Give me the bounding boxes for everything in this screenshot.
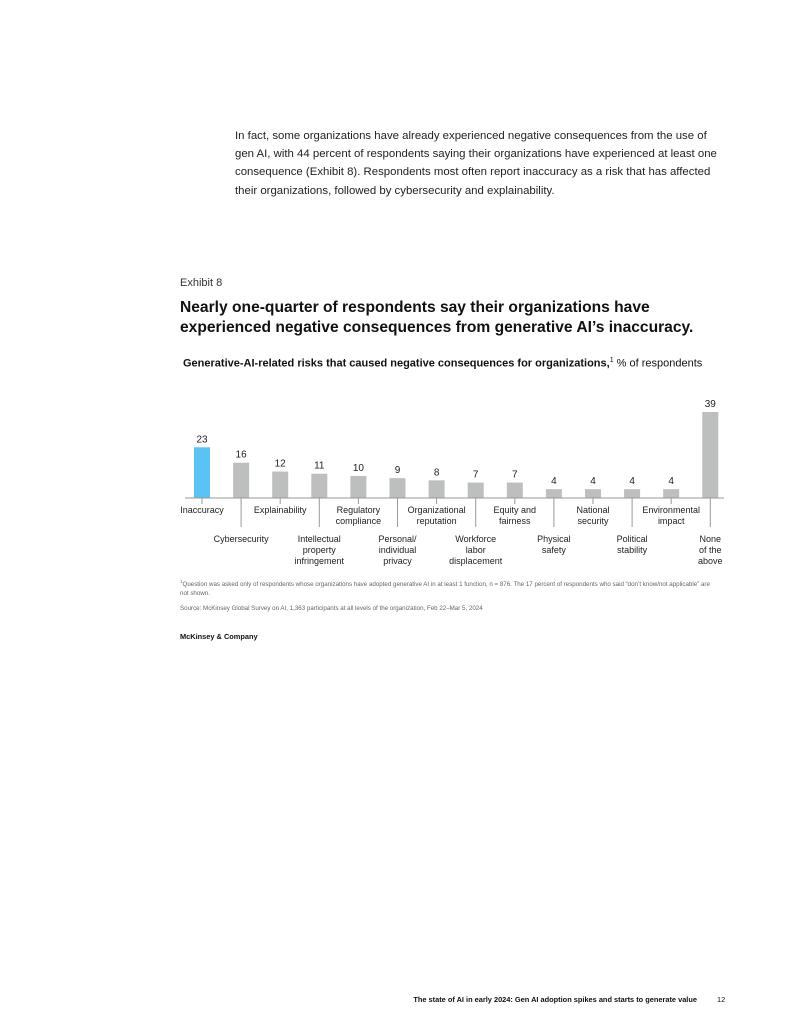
brand-logo-text: McKinsey & Company [180,632,258,641]
data-label-0: 23 [196,434,208,446]
chart-source: Source: McKinsey Global Survey on AI, 1,363 participants at all levels of the organization, Feb 22–Mar 5, 2024 [180,605,483,612]
bar-9 [546,489,562,498]
chart-subtitle-main: Generative-AI-related risks that caused negative consequences for organizations, [183,357,610,370]
category-label-7: Workforce labor displacement [449,534,503,566]
category-label-5: Personal/ individual privacy [378,534,417,566]
data-label-4: 10 [352,462,364,474]
data-label-6: 8 [433,467,440,479]
category-label-10: National security [576,505,610,526]
data-label-2: 12 [274,458,286,470]
bar-7 [468,483,484,498]
data-label-12: 4 [668,476,674,488]
category-label-2: Explainability [253,505,307,515]
category-label-6: Organizational reputation [407,505,466,526]
chart-footnote [180,577,710,598]
data-label-8: 7 [512,469,518,481]
intro-paragraph: In fact, some organizations have already experienced negative consequences from the use of gen AI, with 44 percent of respondents saying their organizations have experienced at least one consequence (Exhibit 8). Respondents most often report inaccuracy as a risk that has affected their organizations, followed by cybersecurity and explainability. [235,130,717,197]
data-label-10: 4 [590,476,596,488]
bar-11 [624,489,640,498]
data-label-9: 4 [551,476,557,488]
footer-report-title: The state of AI in early 2024: Gen AI adoption spikes and starts to generate value [413,995,697,1004]
category-label-0: Inaccuracy [180,505,224,515]
category-label-12: Environmental impact [642,505,700,526]
bar-12 [663,489,679,498]
category-label-9: Physical safety [537,534,571,555]
bar-3 [311,474,327,498]
bar-8 [507,483,523,498]
bar-13 [702,412,718,498]
bar-4 [350,476,366,498]
footnote-text: Question was asked only of respondents whose organizations have adopted generative AI in at least 1 function, n = 876. The 17 percent of respondents who said “don’t know/not applicable” are not shown. [180,581,710,598]
chart-subtitle-footnote-marker: 1 [609,357,614,364]
data-label-3: 11 [314,460,325,472]
data-label-11: 4 [629,476,635,488]
bar-5 [390,478,406,498]
category-label-13: None of the above [698,534,723,566]
bar-2 [272,472,288,498]
exhibit-title: Nearly one-quarter of respondents say their organizations have experienced negative consequences from generative AI’s inaccuracy. [180,299,694,336]
footnote-marker: 1 [180,579,183,584]
exhibit-label: Exhibit 8 [180,277,223,289]
category-label-8: Equity and fairness [493,505,537,526]
chart-subtitle-unit: % of respondents [613,357,703,370]
bar-6 [429,480,445,498]
category-label-4: Regulatory compliance [335,505,382,526]
bar-1 [233,463,249,498]
data-label-13: 39 [704,399,716,410]
bar-10 [585,489,601,498]
category-label-3: Intellectual property infringement [294,534,345,566]
category-label-11: Political stability [616,534,648,555]
data-label-7: 7 [472,469,479,481]
data-label-1: 16 [235,449,247,461]
page-number: 12 [717,995,726,1004]
data-label-5: 9 [394,465,401,477]
bar-0 [194,447,210,498]
category-label-1: Cybersecurity [213,534,269,544]
